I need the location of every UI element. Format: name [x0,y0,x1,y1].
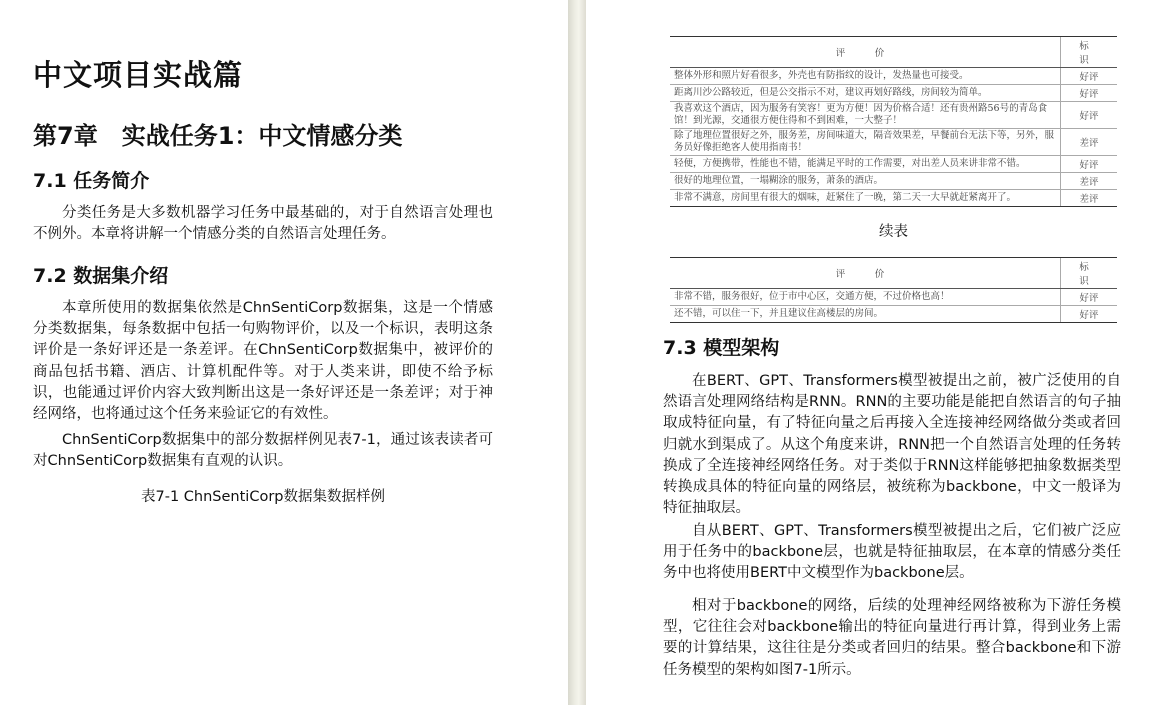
label-cell: 好评 [1061,85,1118,102]
table-row [670,129,1117,156]
review-cell: 还不错，可以住一下，并且建议住高楼层的房间。 [670,306,1061,323]
table-row [670,102,1117,129]
review-column-header: 评 价 [670,37,1061,68]
review-cell: 很好的地理位置，一塌糊涂的服务，萧条的酒店。 [670,173,1061,190]
review-column-header: 评 价 [670,258,1061,289]
table-row [670,289,1117,306]
label-cell: 差评 [1061,173,1118,190]
section-7-3-paragraph-1: 在BERT、GPT、Transformers模型被提出之前，被广泛使用的自然语言处理网络结构是RNN。RNN的主要功能是能把自然语言的句子抽取成特征向量，有了特征向量之后再接入全连接神经网络做分类或者回归就水到渠成了。从这个角度来讲，RNN把一个自然语言处理的任务转换成了全连接神经网络任务。对于类似于RNN这样能够把抽象数据类型转换成具体的特征向量的网络层，被统称为backbone，中文一般译为特征抽取层。 [663,373,1121,517]
table-row [670,85,1117,102]
table-caption: 表7-1 ChnSentiCorp数据集数据样例 [141,489,385,505]
review-cell: 除了地理位置很好之外，服务差，房间味道大，隔音效果差，早餐前台无法下等，另外，服务员好像拒绝客人使用指南书！ [670,129,1061,156]
right-page [586,0,1159,705]
table-row [670,68,1117,85]
table-row [670,190,1117,207]
continued-table-label: 续表 [879,224,908,240]
section-7-1-heading: 7.1 任务简介 [33,170,150,192]
table-row [670,306,1117,323]
review-cell: 轻便，方便携带，性能也不错，能满足平时的工作需要，对出差人员来讲非常不错。 [670,156,1061,173]
label-cell: 差评 [1061,129,1118,156]
chapter-title: 第7章 实战任务1：中文情感分类 [33,122,403,150]
review-cell: 非常不错，服务很好，位于市中心区，交通方便，不过价格也高！ [670,289,1061,306]
label-cell: 好评 [1061,68,1118,85]
review-cell: 非常不满意，房间里有很大的烟味，赶紧住了一晚，第二天一大早就赶紧离开了。 [670,190,1061,207]
label-cell: 差评 [1061,190,1118,207]
section-7-2-heading: 7.2 数据集介绍 [33,265,169,287]
label-cell: 好评 [1061,102,1118,129]
review-cell: 距离川沙公路较近，但是公交指示不对，建议再划好路线，房间较为简单。 [670,85,1061,102]
table-header-row [670,37,1117,68]
continued-sample-table [670,257,1117,323]
label-cell: 好评 [1061,156,1118,173]
label-cell: 好评 [1061,289,1118,306]
table-row [670,173,1117,190]
label-column-header: 标 识 [1061,37,1118,68]
table-header-row [670,258,1117,289]
left-page [0,0,568,705]
section-7-2-paragraph-1: 本章所使用的数据集依然是ChnSentiCorp数据集，这是一个情感分类数据集，每条数据中包括一句购物评价，以及一个标识，表明这条评价是一条好评还是一条差评。在ChnSentiCorp数据集中，被评价的商品包括书籍、酒店、计算机配件等。对于人类来讲，即使不给予标识，也能通过评价内容大致判断出这是一条好评还是一条差评；对于神经网络，也将通过这个任务来验证它的有效性。 [33,300,493,423]
label-column-header: 标 识 [1061,258,1118,289]
part-title: 中文项目实战篇 [33,58,244,92]
review-cell: 整体外形和照片好看很多，外壳也有防指纹的设计，发热量也可接受。 [670,68,1061,85]
section-7-3-heading: 7.3 模型架构 [663,337,780,359]
page-gutter [568,0,586,705]
section-7-1-paragraph: 分类任务是大多数机器学习任务中最基础的，对于自然语言处理也不例外。本章将讲解一个情感分类的自然语言处理任务。 [33,205,493,243]
review-cell: 我喜欢这个酒店，因为服务有笑容！更为方便！因为价格合适！还有贵州路56号的青岛食馆！到光源，交通很方便住得和不到困难，一大整子！ [670,102,1061,129]
section-7-3-paragraph-2: 自从BERT、GPT、Transformers模型被提出之后，它们被广泛应用于任务中的backbone层，也就是特征抽取层，在本章的情感分类任务中也将使用BERT中文模型作为backbone层。 [663,523,1121,582]
table-row [670,156,1117,173]
label-cell: 好评 [1061,306,1118,323]
section-7-3-paragraph-3: 相对于backbone的网络，后续的处理神经网络被称为下游任务模型，它往往会对backbone输出的特征向量进行再计算，得到业务上需要的计算结果，这往往是分类或者回归的结果。整合backbone和下游任务模型的架构如图7-1所示。 [663,598,1121,678]
sample-table [670,36,1117,207]
section-7-2-paragraph-2: ChnSentiCorp数据集中的部分数据样例见表7-1，通过该表读者可对ChnSentiCorp数据集有直观的认识。 [33,432,493,470]
